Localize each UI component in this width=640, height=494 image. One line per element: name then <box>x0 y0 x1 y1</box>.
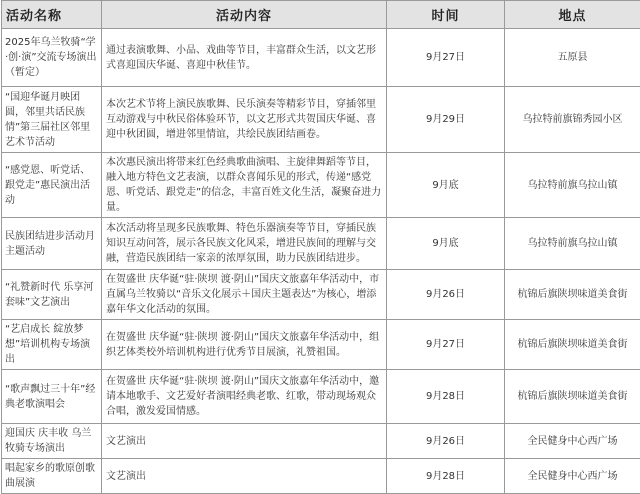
header-time: 时间 <box>387 1 505 29</box>
event-time: 9月底 <box>387 218 505 270</box>
event-place: 乌拉特前旗锦秀园小区 <box>505 87 640 153</box>
table-row <box>2 29 640 87</box>
event-content: 在贺盛世 庆华诞“驻·陕坝 渡·阴山”国庆文旅嘉年华活动中，邀请本地歌手、文艺爱好者演唱经典老歌、红歌，带动现场观众合唱，激发爱国情感。 <box>102 370 387 424</box>
event-time: 9月27日 <box>387 320 505 370</box>
event-place: 全民健身中心西广场 <box>505 459 640 494</box>
event-time: 9月27日 <box>387 29 505 87</box>
event-place: 杭锦后旗陕坝味道美食街 <box>505 270 640 320</box>
event-place: 五原县 <box>505 29 640 87</box>
events-table <box>1 0 640 494</box>
event-place: 杭锦后旗陕坝味道美食街 <box>505 320 640 370</box>
table-row <box>2 218 640 270</box>
event-time: 9月26日 <box>387 270 505 320</box>
event-content: 本次活动将呈现多民族歌舞、特色乐器演奏等节目，穿插民族知识互动问答，展示各民族文化风采，增进民族间的理解与交融，营造民族团结一家亲的浓厚氛围，助力民族团结进步。 <box>102 218 387 270</box>
event-name: “艺启成长 綻放梦想”培训机构专场演出 <box>2 320 102 370</box>
table-row <box>2 270 640 320</box>
event-name: 民族团结进步活动月主题活动 <box>2 218 102 270</box>
event-time: 9月29日 <box>387 87 505 153</box>
event-name: 2025年乌兰牧骑“学·创·演”交流专场演出（暂定） <box>2 29 102 87</box>
table-row <box>2 459 640 494</box>
event-name: “歌声飘过三十年”经典老歌演唱会 <box>2 370 102 424</box>
event-name: “感党恩、听党话、跟党走”惠民演出活动 <box>2 153 102 218</box>
event-name: “国迎华诞月映团圆，邻里共话民族情”第三届社区邻里艺术节活动 <box>2 87 102 153</box>
event-name: 迎国庆 庆丰收 乌兰牧骑专场演出 <box>2 424 102 459</box>
event-content: 在贺盛世 庆华诞“驻·陕坝 渡·阴山”国庆文旅嘉年华活动中，市直属乌兰牧骑以“音乐文化展示＋国庆主题表达”为核心，增添嘉年华文化活动的氛围。 <box>102 270 387 320</box>
event-content: 文艺演出 <box>102 459 387 494</box>
event-content: 本次惠民演出将带来红色经典歌曲演唱、主旋律舞蹈等节目，融入地方特色文艺表演，以群众喜闻乐见的形式，传递“感党恩、听党话、跟党走”的信念，丰富百姓文化生活，凝聚奋进力量。 <box>102 153 387 218</box>
event-place: 全民健身中心西广场 <box>505 424 640 459</box>
header-name: 活动名称 <box>2 1 102 29</box>
header-content: 活动内容 <box>102 1 387 29</box>
table-row <box>2 424 640 459</box>
event-name: 唱起家乡的歌原创歌曲展演 <box>2 459 102 494</box>
table-row <box>2 153 640 218</box>
header-row <box>2 1 640 29</box>
event-place: 杭锦后旗陕坝味道美食街 <box>505 370 640 424</box>
event-content: 通过表演歌舞、小品、戏曲等节目，丰富群众生活，以文艺形式喜迎国庆华诞、喜迎中秋佳节。 <box>102 29 387 87</box>
header-place: 地点 <box>505 1 640 29</box>
event-content: 本次艺术节将上演民族歌舞、民乐演奏等精彩节目，穿插邻里互动游戏与中秋民俗体验环节，以文艺形式共贺国庆华诞、喜迎中秋团圆，增进邻里情谊，共绘民族团结画卷。 <box>102 87 387 153</box>
event-place: 乌拉特前旗乌拉山镇 <box>505 218 640 270</box>
event-place: 乌拉特前旗乌拉山镇 <box>505 153 640 218</box>
event-time: 9月28日 <box>387 459 505 494</box>
event-name: “礼赞新时代 乐享河套味”文艺演出 <box>2 270 102 320</box>
event-time: 9月26日 <box>387 424 505 459</box>
table-row <box>2 87 640 153</box>
event-time: 9月28日 <box>387 370 505 424</box>
event-content: 文艺演出 <box>102 424 387 459</box>
event-content: 在贺盛世 庆华诞“驻·陕坝 渡·阴山”国庆文旅嘉年华活动中，组织艺体类校外培训机构进行优秀节目展演，礼赞祖国。 <box>102 320 387 370</box>
table-row <box>2 320 640 370</box>
event-time: 9月底 <box>387 153 505 218</box>
table-row <box>2 370 640 424</box>
